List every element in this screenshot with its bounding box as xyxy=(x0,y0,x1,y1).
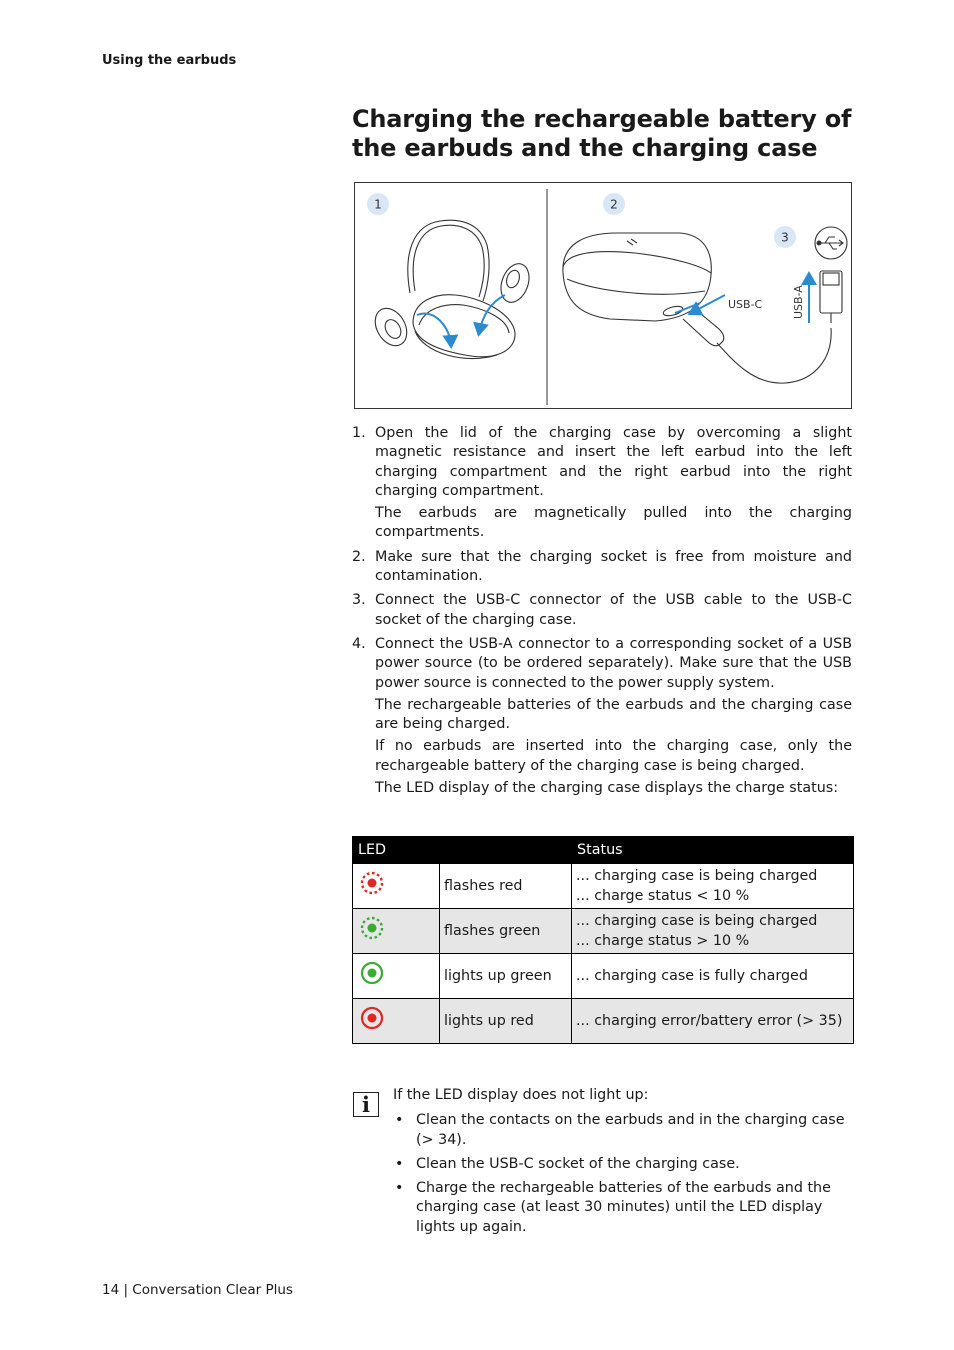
step-text: Connect the USB-A connector to a corresponding socket of a USB power source (to be ordered separately). Make sure that the USB power source is connected to the power supply system. xyxy=(375,635,852,691)
svg-text:3: 3 xyxy=(781,230,789,245)
step-text: Make sure that the charging socket is free from moisture and contamination. xyxy=(375,548,852,585)
bullet-icon: • xyxy=(395,1112,404,1129)
list-item xyxy=(393,1179,855,1237)
list-item xyxy=(352,424,852,543)
status-text: ... charge status > 10 % xyxy=(576,933,750,949)
step-text: Open the lid of the charging case by overcoming a slight magnetic resistance and insert the left earbud into the left charging compartment and the right earbud into the right charging compartment. xyxy=(375,425,852,499)
status-column-header: Status xyxy=(572,837,854,864)
info-note xyxy=(393,1086,855,1242)
info-icon: i xyxy=(353,1092,379,1117)
step-result: If no earbuds are inserted into the charging case, only the rechargeable battery of the charging case is being charged. xyxy=(375,738,852,774)
svg-text:2: 2 xyxy=(610,197,618,212)
step-number: 1. xyxy=(352,425,366,441)
bullet-icon: • xyxy=(395,1180,404,1197)
led-state: lights up green xyxy=(440,954,572,999)
table-row xyxy=(353,909,854,954)
table-row xyxy=(353,954,854,999)
step-number: 2. xyxy=(352,548,366,565)
callout-3 xyxy=(774,226,796,248)
list-item xyxy=(352,591,852,630)
led-state: flashes green xyxy=(440,909,572,954)
led-flash-red-icon xyxy=(359,870,385,896)
open-case-drawing xyxy=(369,220,534,358)
led-steady-red-icon xyxy=(359,1005,385,1031)
step-number: 4. xyxy=(352,635,366,652)
list-item xyxy=(393,1155,855,1174)
list-item xyxy=(393,1111,855,1150)
table-row xyxy=(353,864,854,909)
step-result: The LED display of the charging case displays the charge status: xyxy=(375,780,839,797)
callout-1 xyxy=(367,193,389,215)
charging-illustration xyxy=(354,182,852,409)
step-text: Connect the USB-C connector of the USB cable to the USB-C socket of the charging case. xyxy=(375,592,852,628)
bullet-text: Charge the rechargeable batteries of the earbuds and the charging case (at least 30 minutes) until the LED display lights up again. xyxy=(416,1180,831,1235)
bullet-text: Clean the USB-C socket of the charging case. xyxy=(416,1155,740,1172)
running-head: Using the earbuds xyxy=(102,53,237,68)
status-text: ... charging case is being charged xyxy=(576,913,818,929)
step-result: The earbuds are magnetically pulled into the charging compartments. xyxy=(375,505,852,541)
page-title: Charging the rechargeable battery of the earbuds and the charging case xyxy=(352,105,852,162)
usb-symbol-icon xyxy=(815,227,847,259)
step-number: 3. xyxy=(352,592,366,609)
svg-text:1: 1 xyxy=(374,197,382,212)
usb-c-label: USB-C xyxy=(728,298,763,311)
led-flash-green-icon xyxy=(359,915,385,941)
usb-a-label: USB-A xyxy=(792,285,805,319)
step-result: The rechargeable batteries of the earbuds and the charging case are being charged. xyxy=(375,696,852,733)
status-text: ... charging case is fully charged xyxy=(576,968,808,984)
status-text: ... charging error/battery error (> 35) xyxy=(576,1013,843,1029)
status-text: ... charge status < 10 % xyxy=(576,888,750,904)
bullet-icon: • xyxy=(395,1155,404,1172)
bullet-text: Clean the contacts on the earbuds and in the charging case (> 34). xyxy=(416,1112,845,1148)
status-text: ... charging case is being charged xyxy=(576,868,818,884)
note-heading: If the LED display does not light up: xyxy=(393,1087,649,1103)
led-state: lights up red xyxy=(440,999,572,1044)
instruction-list xyxy=(352,424,852,803)
list-item xyxy=(352,635,852,798)
led-steady-green-icon xyxy=(359,960,385,986)
led-status-table xyxy=(352,836,854,1044)
list-item xyxy=(352,548,852,587)
table-row xyxy=(353,999,854,1044)
illustration-svg xyxy=(355,183,852,409)
led-state: flashes red xyxy=(440,864,572,909)
led-column-header: LED xyxy=(353,837,572,864)
callout-2 xyxy=(603,193,625,215)
page-footer: 14 | Conversation Clear Plus xyxy=(102,1282,293,1298)
